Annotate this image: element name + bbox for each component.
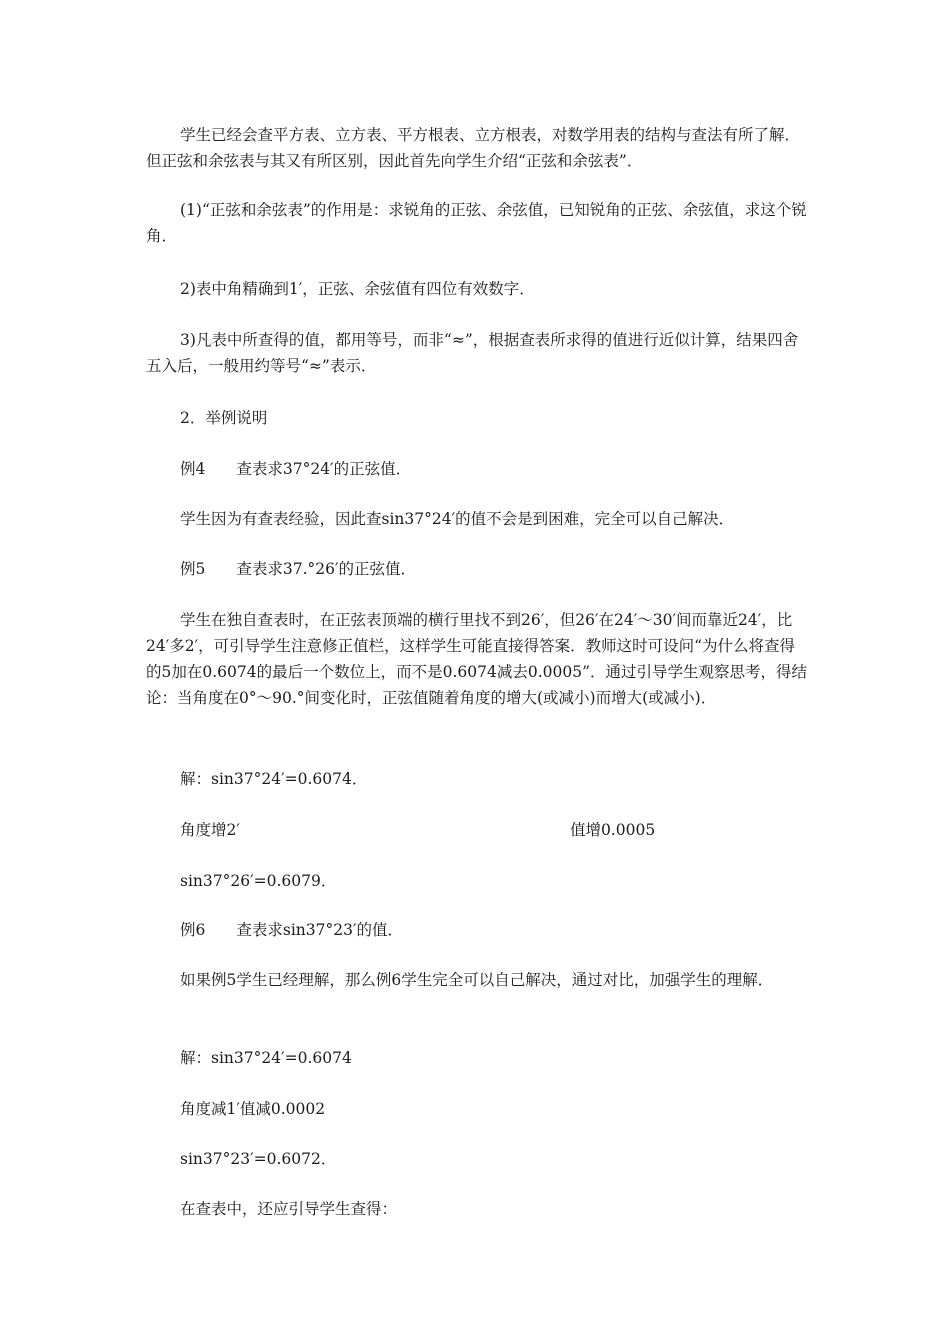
angle-decrease: 角度减1′值减0.0002 [180, 1100, 326, 1118]
example-6: 例6 查表求sin37°23′的值． [180, 921, 403, 939]
angle-increase: 角度增2′ [180, 821, 240, 839]
value-increase: 值增0.0005 [570, 821, 656, 839]
example-5-discussion: 学生在独自查表时，在正弦表顶端的横行里找不到26′，但26′在24′～30′间而靠近24′，比24′多2′，可引导学生注意修正值栏，这样学生可能直接得答案．教师这时可设问“为什么将查得的5加在0.6074的最后一个数位上，而不是0.6074减去0.0005”．通过引导学生观察思考，得结论：当角度在0°～90.°间变化时，正弦值随着角度的增大(或减小)而增大(或减小)． [146, 611, 807, 707]
closing-paragraph: 在查表中，还应引导学生查得： [180, 1200, 398, 1218]
example-6-note: 如果例5学生已经理解，那么例6学生完全可以自己解决，通过对比，加强学生的理解． [180, 971, 774, 989]
example-4: 例4 查表求37°24′的正弦值． [180, 460, 412, 478]
solution-6-line-2: sin37°23′=0.6072． [180, 1150, 337, 1168]
solution-6-line-1: 解：sin37°24′=0.6074 [180, 1049, 352, 1067]
intro-paragraph: 学生已经会查平方表、立方表、平方根表、立方根表，对数学用表的结构与查法有所了解．但正弦和余弦表与其又有所区别，因此首先向学生介绍“正弦和余弦表”． [146, 126, 801, 170]
solution-line-2: sin37°26′=0.6079． [180, 872, 337, 890]
equal-sign-paragraph: 3)凡表中所查得的值，都用等号，而非“≈”，根据查表所求得的值进行近似计算，结果四舍五入后，一般用约等号“≈”表示． [146, 331, 799, 375]
table-purpose-paragraph: (1)“正弦和余弦表”的作用是：求锐角的正弦、余弦值，已知锐角的正弦、余弦值，求这个锐角． [146, 201, 807, 245]
solution-line-1: 解：sin37°24′=0.6074． [180, 770, 368, 788]
example-4-note: 学生因为有查表经验，因此查sin37°24′的值不会是到困难，完全可以自己解决． [180, 510, 735, 528]
section-heading: 2．举例说明 [180, 409, 268, 427]
example-5: 例5 查表求37.°26′的正弦值． [180, 560, 417, 578]
precision-paragraph: 2)表中角精确到1′，正弦、余弦值有四位有效数字． [180, 280, 535, 298]
